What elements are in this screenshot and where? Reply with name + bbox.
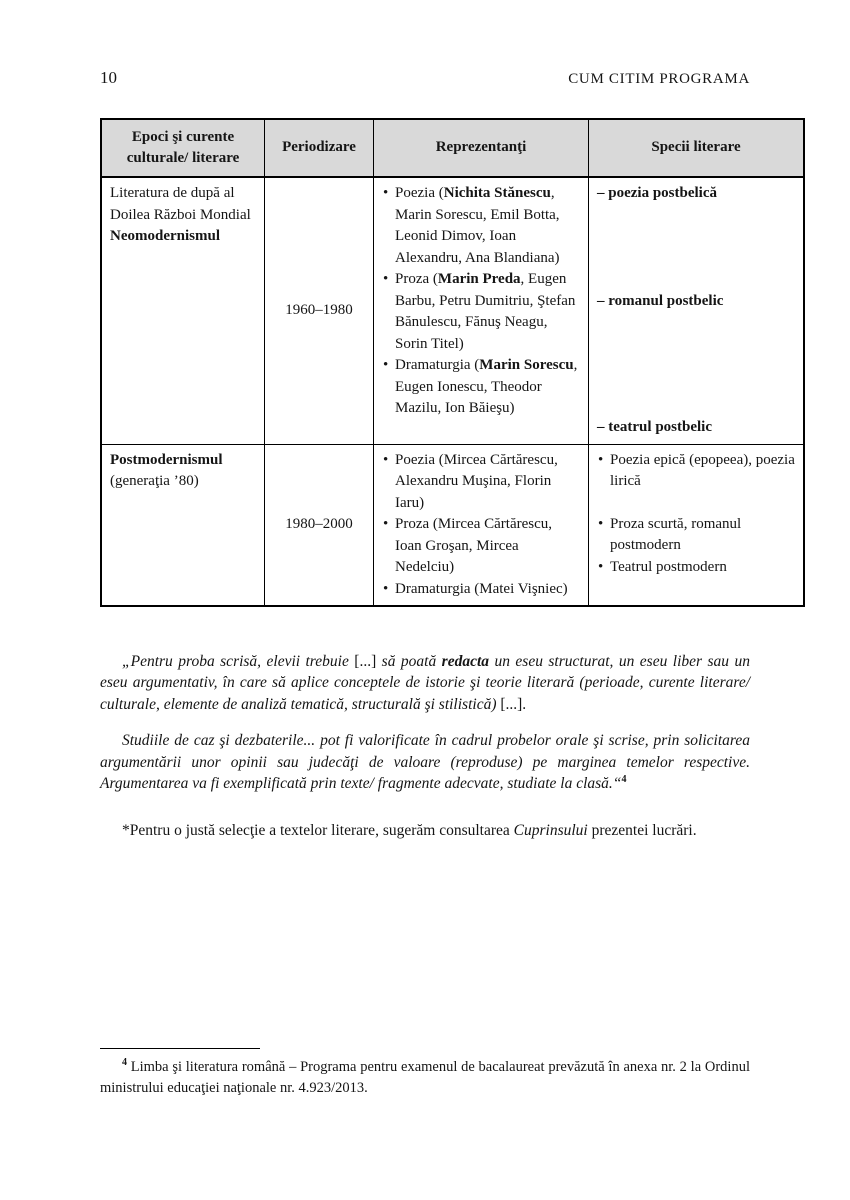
footnote-marker: 4 xyxy=(122,1057,127,1069)
text-segment: un eseu structurat, un eseu liber sau un eseu argumentativ, în care să aplice conceptele de istorie şi teorie literară (perioade, curente literare/ culturale, elemente de analiză tematică, structurală şi stilistică) xyxy=(100,653,750,713)
text-segment-bold: Nichita Stănescu xyxy=(443,185,551,201)
text-segment: „Pentru proba scrisă, elevii trebuie xyxy=(122,653,355,670)
species-item: – poezia postbelică xyxy=(597,185,717,201)
text-segment: [...]. xyxy=(500,695,527,713)
column-header-periodizare: Periodizare xyxy=(265,119,374,177)
literature-periods-table xyxy=(100,118,805,607)
running-title: CUM CITIM PROGRAMA xyxy=(568,71,750,87)
quote-paragraph-1 xyxy=(100,651,750,715)
list-item xyxy=(382,450,580,515)
list-item xyxy=(382,514,580,579)
text-segment: să poată xyxy=(376,653,442,670)
epoch-text: (generaţia ’80) xyxy=(110,473,199,489)
text-segment: Poezia (Mircea Cărtărescu, Alexandru Muşina, Florin Iaru) xyxy=(395,451,558,511)
epoch-text: Literatura de după al Doilea Război Mondial xyxy=(110,185,251,223)
list-item xyxy=(382,183,580,269)
text-segment: prezentei lucrări. xyxy=(587,822,697,840)
program-quote xyxy=(100,651,750,794)
period-cell: 1960–1980 xyxy=(265,177,374,444)
list-item xyxy=(382,579,580,601)
species-item: • Poezia epică (epopeea), poezia lirică xyxy=(597,450,795,493)
text-segment: Proza ( xyxy=(395,271,438,287)
text-segment: , Eugen Ionescu, Theodor Mazilu, Ion Băieşu) xyxy=(395,357,578,416)
species-cell xyxy=(589,177,805,444)
epoch-name: Neomodernismul xyxy=(110,228,220,244)
text-segment: , Marin Sorescu, Emil Botta, Leonid Dimov, Ioan Alexandru, Ana Blandiana) xyxy=(395,185,560,266)
text-segment: Studiile de caz şi dezbaterile... pot fi valorificate în cadrul probelor orale şi scrise, prin solicitarea argumentării unor opinii sau judecăţi de valoare (reproduse) pe marginea temelor respective. Argumentarea va fi exemplificată prin texte/ fragmente adecvate, studiate la clasă.“ xyxy=(100,732,750,792)
text-segment-bold: redacta xyxy=(441,653,490,670)
species-item: – romanul postbelic xyxy=(597,292,724,309)
selection-note xyxy=(100,820,750,841)
species-item: – teatrul postbelic xyxy=(597,419,712,435)
text-segment-bold: Marin Preda xyxy=(437,271,521,287)
epoch-name: Postmodernismul xyxy=(110,451,223,468)
text-segment-bold: Marin Sorescu xyxy=(479,357,574,373)
quote-paragraph-2 xyxy=(100,730,750,794)
table-row-postmodernism xyxy=(101,444,804,606)
text-segment: Dramaturgia ( xyxy=(395,357,480,373)
text-segment: Proza (Mircea Cărtărescu, Ioan Groşan, Mircea Nedelciu) xyxy=(395,516,553,575)
species-item: • Proza scurtă, romanul postmodern xyxy=(597,514,795,557)
footnote-text: Limba şi literatura română – Programa pentru examenul de bacalaureat prevăzută în anexa nr. 2 la Ordinul ministrului educaţiei naţionale nr. 4.923/2013. xyxy=(100,1059,750,1096)
epoch-cell xyxy=(101,177,265,444)
column-header-epoci: Epoci şi curente culturale/ literare xyxy=(101,119,265,177)
representatives-cell xyxy=(374,444,589,606)
text-segment: Dramaturgia (Matei Vişniec) xyxy=(395,580,568,597)
text-segment: Poezia ( xyxy=(395,185,444,201)
list-item xyxy=(382,355,580,420)
text-segment-italic: Cuprinsului xyxy=(513,822,588,840)
species-cell xyxy=(589,444,805,606)
list-item xyxy=(382,269,580,355)
representatives-cell xyxy=(374,177,589,444)
column-header-specii: Specii literare xyxy=(589,119,805,177)
period-cell: 1980–2000 xyxy=(265,444,374,606)
table-header-row xyxy=(101,119,804,177)
footnote-separator xyxy=(100,1048,260,1049)
page-header xyxy=(100,68,750,88)
footnote-reference: 4 xyxy=(621,773,627,785)
footnote-area xyxy=(100,1048,750,1098)
text-segment: , Eugen Barbu, Petru Dumitriu, Ştefan Bănulescu, Fănuş Neagu, Sorin Titel) xyxy=(395,271,576,352)
text-segment: *Pentru o justă selecţie a textelor literare, sugerăm consultarea xyxy=(122,822,514,840)
text-segment: [...] xyxy=(354,653,377,670)
epoch-cell xyxy=(101,444,265,606)
page-number: 10 xyxy=(100,68,117,87)
column-header-reprezentanti: Reprezentanţi xyxy=(374,119,589,177)
footnote xyxy=(100,1057,750,1098)
table-row-neomodernism xyxy=(101,177,804,444)
species-item: • Teatrul postmodern xyxy=(597,557,795,579)
